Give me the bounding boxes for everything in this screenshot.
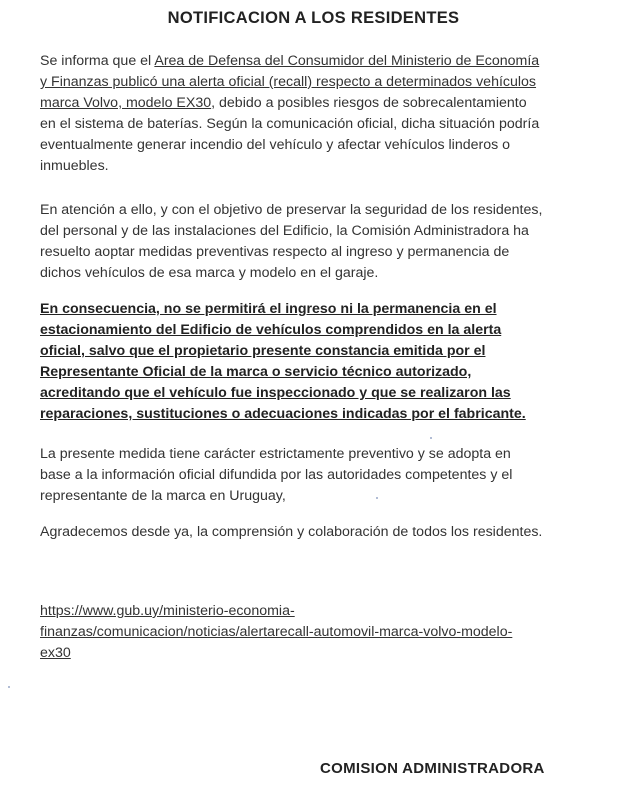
paragraph-line: marca Volvo, modelo EX30, debido a posibles riesgos de sobrecalentamiento xyxy=(40,95,527,111)
paragraph-line: oficial, salvo que el propietario presente constancia emitida por el xyxy=(40,343,486,359)
paragraph-line: dichos vehículos de esa marca y modelo en el garaje. xyxy=(40,265,379,281)
notice-title: NOTIFICACION A LOS RESIDENTES xyxy=(167,9,460,27)
paragraph-line: eventualmente generar incendio del vehículo y afectar vehículos linderos o xyxy=(40,137,511,153)
paragraph-line: representante de la marca en Uruguay, xyxy=(40,488,286,504)
paragraph-line: del personal y de las instalaciones del Edificio, la Comisión Administradora ha xyxy=(40,223,529,239)
paragraph-line: La presente medida tiene carácter estrictamente preventivo y se adopta en xyxy=(40,446,511,462)
link-line[interactable]: ex30 xyxy=(40,645,71,661)
paragraph-line xyxy=(40,72,605,93)
paragraph-line: Representante Oficial de la marca o servicio técnico autorizado, xyxy=(40,364,472,380)
paragraph-line: en el sistema de baterías. Según la comunicación oficial, dicha situación podría xyxy=(40,116,540,132)
scan-speck xyxy=(430,437,432,439)
paragraph-line: Se informa que el Area de Defensa del Consumidor del Ministerio de Economía xyxy=(40,53,540,69)
paragraph-line: resuelto aoptar medidas preventivas respecto al ingreso y permanencia de xyxy=(40,244,510,260)
paragraph-line: En consecuencia, no se permitirá el ingreso ni la permanencia en el xyxy=(40,301,497,317)
signature: COMISION ADMINISTRADORA xyxy=(320,760,545,777)
scan-speck xyxy=(376,497,378,499)
link-line[interactable]: finanzas/comunicacion/noticias/alertarecall-automovil-marca-volvo-modelo- xyxy=(40,624,513,640)
underlined-text: marca Volvo, modelo EX30 xyxy=(40,95,212,111)
paragraph-line: Agradecemos desde ya, la comprensión y colaboración de todos los residentes. xyxy=(40,524,543,540)
paragraph-thanks xyxy=(40,522,605,543)
paragraph-line: inmuebles. xyxy=(40,158,109,174)
paragraph-line: acreditando que el vehículo fue inspeccionado y que se realizaron las xyxy=(40,385,511,401)
paragraph-parking-restriction xyxy=(40,299,605,425)
paragraph-line: estacionamiento del Edificio de vehículos comprendidos en la alerta xyxy=(40,322,502,338)
paragraph-recall-info xyxy=(40,51,605,177)
underlined-text: Area de Defensa del Consumidor del Ministerio de Economía xyxy=(154,53,540,69)
paragraph-line: base a la información oficial difundida por las autoridades competentes y el xyxy=(40,467,513,483)
paragraph-preventive-measures xyxy=(40,200,605,284)
underlined-text: y Finanzas publicó una alerta oficial (recall) respecto a determinados vehículos xyxy=(40,74,537,90)
paragraph-preventive-nature xyxy=(40,444,605,507)
paragraph-line: reparaciones, sustituciones o adecuaciones indicadas por el fabricante. xyxy=(40,406,526,422)
paragraph-line: En atención a ello, y con el objetivo de preservar la seguridad de los residentes, xyxy=(40,202,543,218)
link-line[interactable]: https://www.gub.uy/ministerio-economia- xyxy=(40,603,295,619)
reference-link[interactable] xyxy=(40,601,600,664)
scan-speck xyxy=(8,686,10,688)
